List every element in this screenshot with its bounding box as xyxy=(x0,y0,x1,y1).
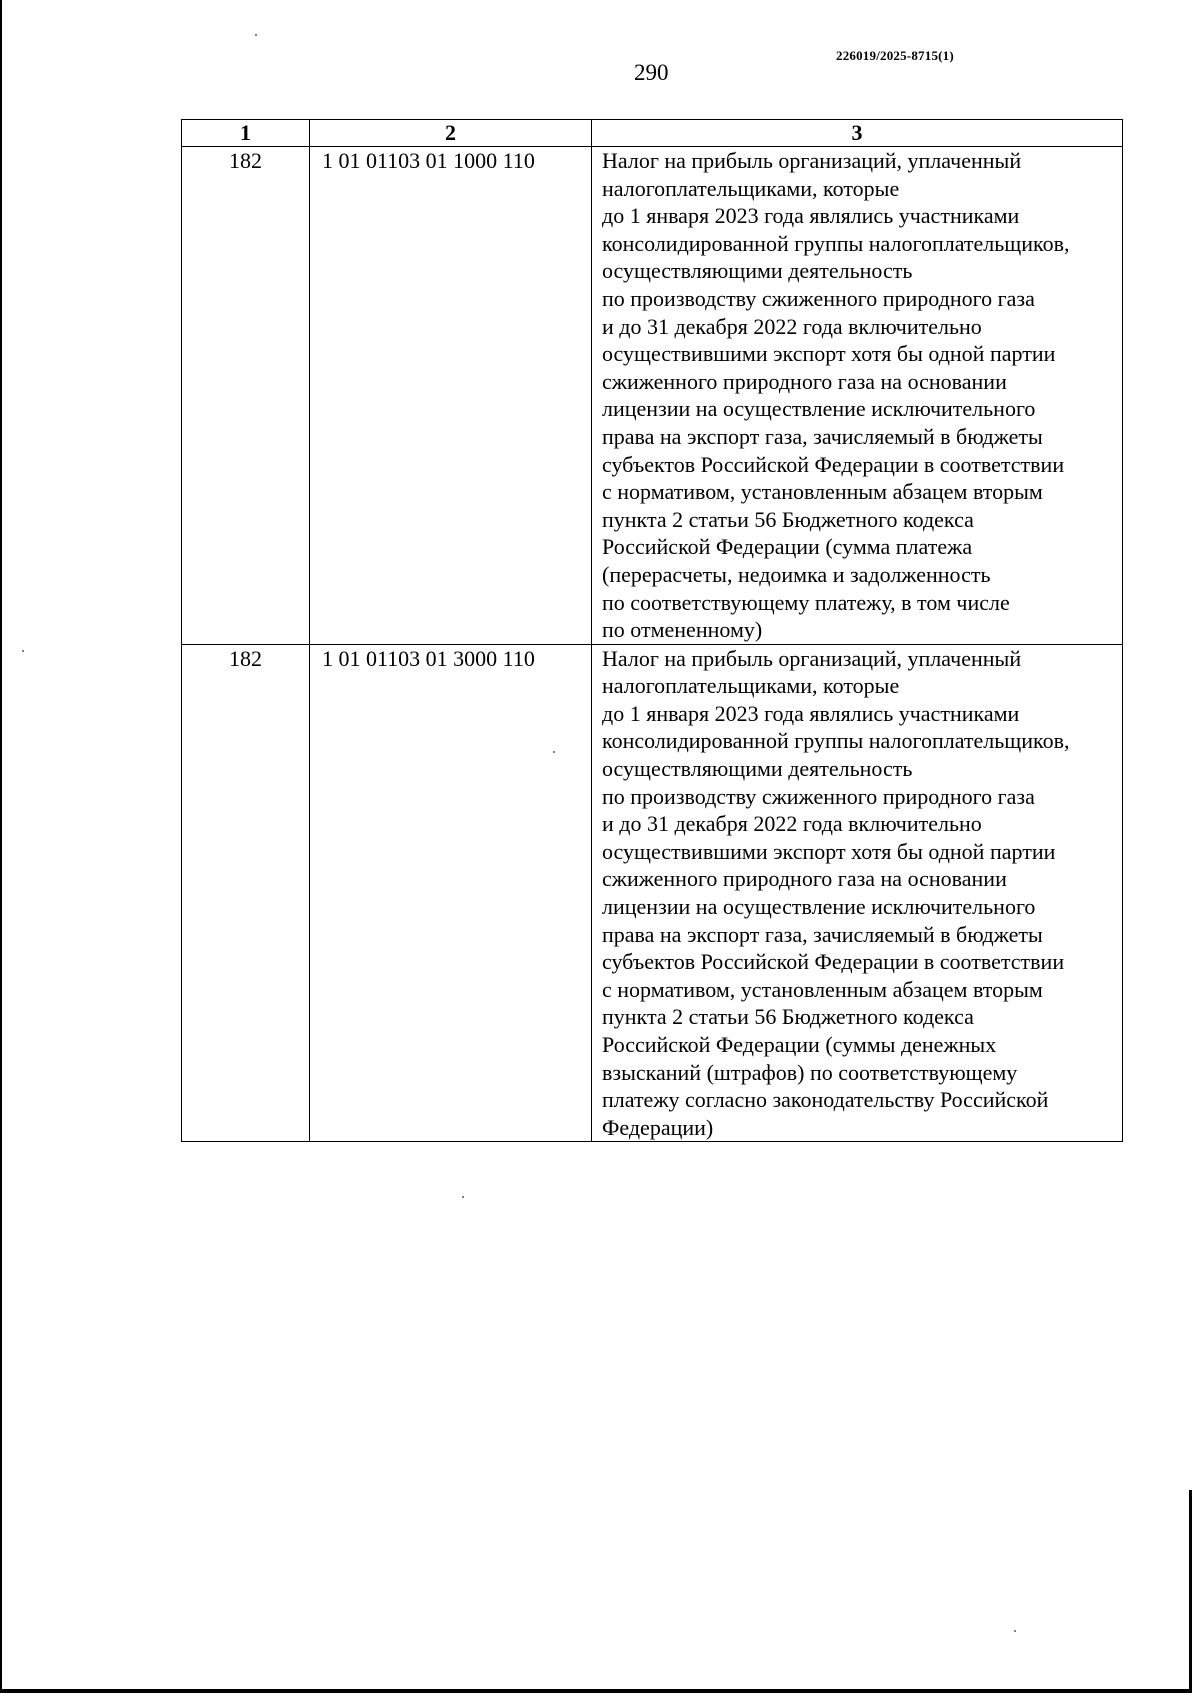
kbk-code-cell: 1 01 01103 01 1000 110 xyxy=(310,147,592,645)
revenue-name-line: субъектов Российской Федерации в соответствии xyxy=(602,451,1065,477)
revenue-name-line: по производству сжиженного природного газа xyxy=(602,783,1035,809)
revenue-name-line: Российской Федерации (суммы денежных xyxy=(602,1032,997,1057)
revenue-name-line: взысканий (штрафов) по соответствующему xyxy=(602,1059,1018,1085)
revenue-name-line: по производству сжиженного природного газа xyxy=(602,285,1035,311)
budget-classification-table xyxy=(181,119,1123,1142)
table-row xyxy=(182,147,1123,645)
page-border-left xyxy=(0,0,2,1692)
revenue-name-line: осуществляющими деятельность xyxy=(602,756,913,782)
scan-speck xyxy=(22,650,24,652)
revenue-name-line: Российской Федерации (сумма платежа xyxy=(602,534,973,560)
column-header-3: 3 xyxy=(592,120,1123,147)
table-body xyxy=(182,147,1123,1142)
revenue-name-line: налогоплательщиками, которые xyxy=(602,175,900,201)
revenue-name-line: и до 31 декабря 2022 года включительно xyxy=(602,811,982,837)
revenue-name-line: пункта 2 статьи 56 Бюджетного кодекса xyxy=(602,506,974,532)
revenue-name-line: налогоплательщиками, которые xyxy=(602,673,900,699)
revenue-name-line: платежу согласно законодательству Российской xyxy=(602,1087,1049,1113)
revenue-name-line: пункта 2 статьи 56 Бюджетного кодекса xyxy=(602,1004,974,1030)
revenue-name-line: консолидированной группы налогоплательщиков, xyxy=(602,230,1070,256)
page-number: 290 xyxy=(634,60,669,85)
revenue-name-line: сжиженного природного газа на основании xyxy=(602,368,1007,394)
revenue-name-line: Федерации) xyxy=(602,1114,714,1140)
revenue-name-line: права на экспорт газа, зачисляемый в бюджеты xyxy=(602,423,1043,449)
revenue-name-line: права на экспорт газа, зачисляемый в бюджеты xyxy=(602,921,1043,947)
revenue-name-line: осуществившими экспорт хотя бы одной партии xyxy=(602,341,1056,367)
revenue-name-line: и до 31 декабря 2022 года включительно xyxy=(602,313,982,339)
page-border-right xyxy=(1189,1490,1192,1690)
revenue-name-line: осуществившими экспорт хотя бы одной партии xyxy=(602,838,1056,864)
scan-speck xyxy=(255,34,257,36)
revenue-name-line: с нормативом, установленным абзацем вторым xyxy=(602,976,1043,1002)
revenue-name-line: Налог на прибыль организаций, уплаченный xyxy=(602,148,1022,173)
revenue-name-line: с нормативом, установленным абзацем вторым xyxy=(602,479,1043,505)
revenue-name-line: до 1 января 2023 года являлись участниками xyxy=(602,700,1020,726)
scan-speck xyxy=(462,1196,464,1198)
revenue-name-line: лицензии на осуществление исключительного xyxy=(602,894,1036,920)
document-registration-number: 226019/2025-8715(1) xyxy=(836,48,954,63)
revenue-name-line: лицензии на осуществление исключительного xyxy=(602,396,1036,422)
page-border-bottom xyxy=(0,1689,1192,1693)
revenue-name-line: субъектов Российской Федерации в соответствии xyxy=(602,949,1065,975)
revenue-name-line: Налог на прибыль организаций, уплаченный xyxy=(602,645,1022,671)
admin-code-cell: 182 xyxy=(182,147,310,645)
table-row xyxy=(182,644,1123,1142)
revenue-name-line: по соответствующему платежу, в том числе xyxy=(602,589,1010,615)
revenue-name-line: (перерасчеты, недоимка и задолженность xyxy=(602,561,991,587)
kbk-code-cell: 1 01 01103 01 3000 110 xyxy=(310,644,592,1142)
scan-speck xyxy=(1014,1630,1016,1632)
revenue-name-cell xyxy=(592,644,1123,1142)
table-header-row xyxy=(182,120,1123,147)
revenue-name-line: до 1 января 2023 года являлись участниками xyxy=(602,203,1020,229)
revenue-name-line: осуществляющими деятельность xyxy=(602,258,913,284)
column-header-2: 2 xyxy=(310,120,592,147)
revenue-name-cell xyxy=(592,147,1123,645)
revenue-name-line: по отмененному) xyxy=(602,617,763,643)
column-header-1: 1 xyxy=(182,120,310,147)
revenue-name-line: консолидированной группы налогоплательщиков, xyxy=(602,728,1070,754)
revenue-name-line: сжиженного природного газа на основании xyxy=(602,866,1007,892)
admin-code-cell: 182 xyxy=(182,644,310,1142)
